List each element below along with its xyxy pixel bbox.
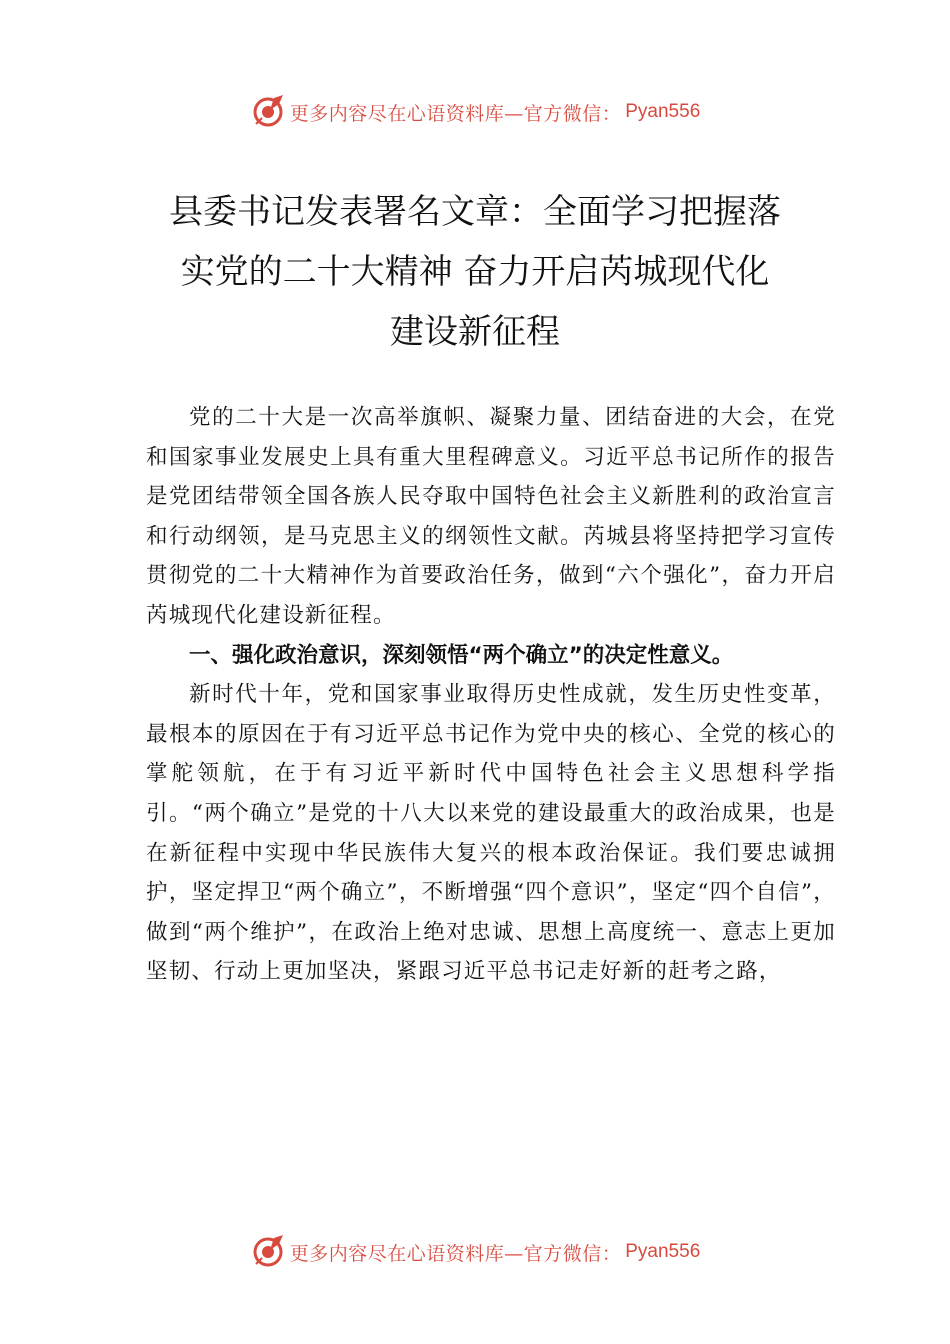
- paragraph-section-1: 新时代十年，党和国家事业取得历史性成就，发生历史性变革，最根本的原因在于有习近平总书记作为党中央的核心、全党的核心的掌舵领航，在于有习近平新时代中国特色社会主义思想科学指引。“两个确立”是党的十八大以来党的建设最重大的政治成果，也是在新征程中实现中华民族伟大复兴的根本政治保证。我们要忠诚拥护，坚定捍卫“两个确立”，不断增强“四个意识”，坚定“四个自信”，做到“两个维护”，在政治上绝对忠诚、思想上高度统一、意志上更加坚韧、行动上更加坚决，紧跟习近平总书记走好新的赶考之路，: [146, 682, 836, 985]
- section-heading-1: 一、强化政治意识，深刻领悟“两个确立”的决定性意义。: [189, 642, 734, 668]
- article-title: [120, 182, 830, 362]
- pen-logo-icon: [250, 1234, 286, 1270]
- watermark-wechat-id: Pyan556: [625, 1241, 701, 1262]
- paragraph-intro: 党的二十大是一次高举旗帜、凝聚力量、团结奋进的大会，在党和国家事业发展史上具有重大里程碑意义。习近平总书记所作的报告是党团结带领全国各族人民夺取中国特色社会主义新胜利的政治宣言和行动纲领，是马克思主义的纲领性文献。芮城县将坚持把学习宣传贯彻党的二十大精神作为首要政治任务，做到“六个强化”，奋力开启芮城现代化建设新征程。: [146, 405, 836, 628]
- watermark-footer: [0, 1232, 950, 1272]
- title-line-2: 实党的二十大精神 奋力开启芮城现代化: [180, 252, 770, 292]
- title-line-1: 县委书记发表署名文章：全面学习把握落: [169, 192, 781, 232]
- article-body: [146, 398, 836, 992]
- title-line-3: 建设新征程: [390, 312, 560, 352]
- watermark-wechat-id: Pyan556: [625, 101, 701, 122]
- watermark-text: 更多内容尽在心语资料库—官方微信：: [289, 102, 622, 125]
- watermark-text: 更多内容尽在心语资料库—官方微信：: [289, 1242, 622, 1265]
- pen-logo-icon: [250, 94, 286, 130]
- watermark-header: [0, 92, 950, 132]
